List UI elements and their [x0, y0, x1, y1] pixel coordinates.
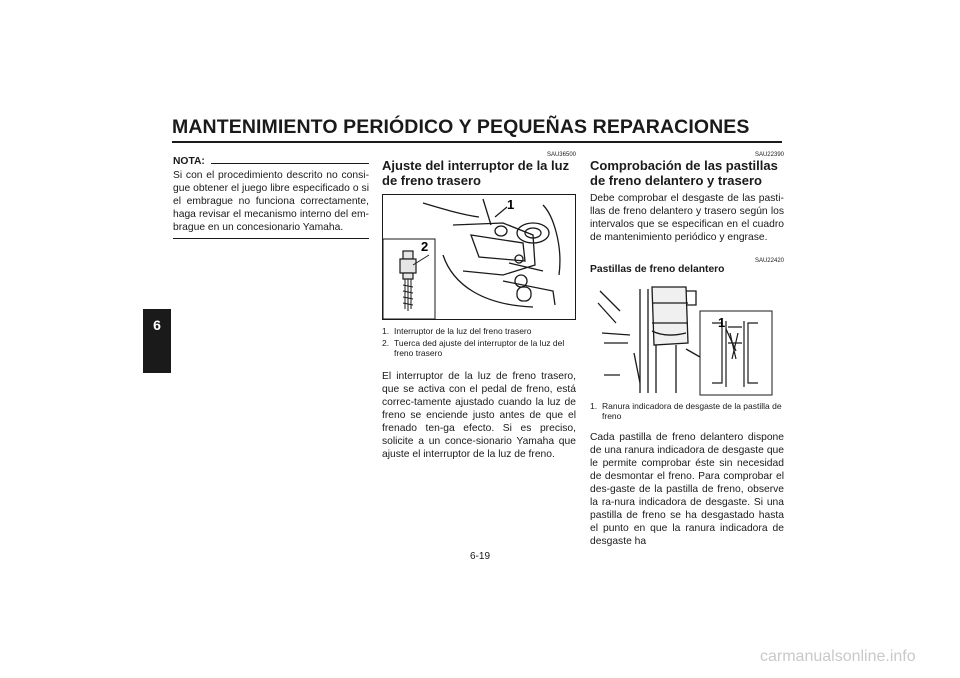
caption-item [382, 338, 576, 358]
caption-text: Interruptor de la luz del freno trasero [394, 326, 532, 336]
caption-number: 2. [382, 338, 390, 348]
section-paragraph: El interruptor de la luz de freno trasero, que se activa con el pedal de freno, está correc-tamente ajustado cuando la luz de freno se enciende justo antes de que el frenado ten-ga efecto. Si es preciso, solicite a un conce-sionario Yamaha que ajuste el interruptor de la luz de freno. [382, 371, 576, 460]
caption-item [590, 401, 784, 421]
callout-1: 1 [507, 197, 515, 212]
section-brake-switch [382, 152, 576, 461]
note-block [173, 156, 369, 239]
note-rule-top [211, 163, 369, 164]
caption-item [382, 326, 576, 336]
section-code: SAU36500 [546, 152, 576, 158]
note-rule-bottom [173, 238, 369, 239]
caption-text: Ranura indicadora de desgaste de la pastilla de freno [602, 401, 782, 421]
title-rule [172, 141, 782, 143]
brake-switch-illustration [383, 195, 575, 319]
page-number: 6-19 [469, 551, 490, 562]
caption-number: 1. [590, 401, 598, 411]
figure-captions [382, 326, 576, 358]
page-title: MANTENIMIENTO PERIÓDICO Y PEQUEÑAS REPARACIONES [172, 116, 750, 138]
callout-1: 1 [718, 315, 726, 330]
callout-2: 2 [421, 239, 429, 254]
section-intro: Debe comprobar el desgaste de las pasti-llas de freno delantero y trasero según los intervalos que se especifican en el cuadro de mantenimiento periódico y engrase. [590, 193, 784, 243]
section-brake-pads [590, 152, 784, 548]
figure-captions [590, 401, 784, 421]
note-label: NOTA: [173, 156, 205, 167]
subsection-code: SAU22420 [754, 258, 784, 264]
caption-text: Tuerca ded ajuste del interruptor de la luz del freno trasero [394, 338, 565, 358]
caption-number: 1. [382, 326, 390, 336]
section-paragraph: Cada pastilla de freno delantero dispone de una ranura indicadora de desgaste que le permite comprobar éste sin necesidad de desmontar el freno. Para comprobar el des-gaste de la pastilla de freno, observe la ra-nura indicadora de desgaste. Si una pastilla de freno se ha desgastado hasta el punto en que la ranura indicadora de desgaste ha [590, 432, 784, 547]
chapter-tab: 6 [143, 309, 171, 373]
figure-brake-switch [382, 194, 576, 320]
section-code: SAU22390 [754, 152, 784, 158]
watermark: carmanualsonline.info [760, 648, 916, 665]
brake-pads-illustration [590, 283, 782, 397]
figure-brake-pads [590, 283, 782, 397]
section-heading: Ajuste del interruptor de la luz de freno trasero [382, 158, 570, 188]
note-text: Si con el procedimiento descrito no consi-gue obtener el juego libre especificado o si el embrague no funciona correctamente, haga revisar el mecanismo interno del em-brague en un concesionario Yamaha. [173, 170, 369, 233]
subsection-heading: Pastillas de freno delantero [590, 264, 725, 275]
section-heading: Comprobación de las pastillas de freno delantero y trasero [590, 158, 778, 188]
